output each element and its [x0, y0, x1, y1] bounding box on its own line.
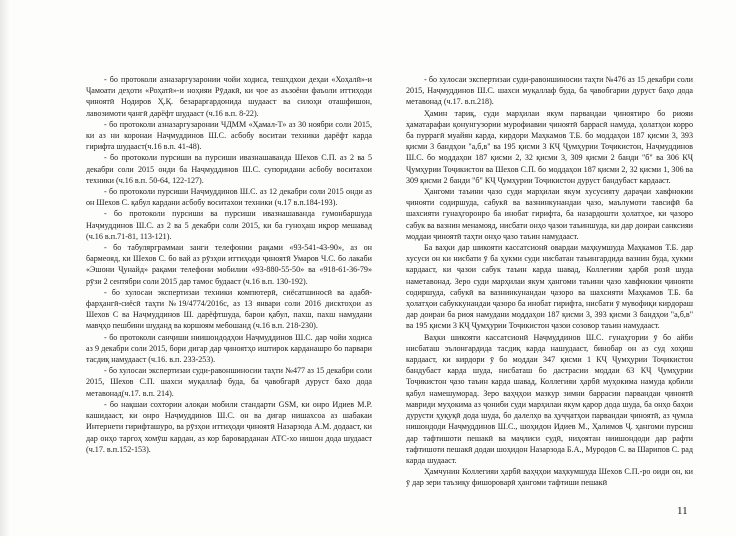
paragraph: Ҳамчунин Коллегияи ҳарбӣ ваҳҷҳои маҳкумшуда Шехов С.П.-ро оиди он, ки ӯ дар зери таъзиқу фишороварӣ ҳангоми тафтиши пешакӣ	[406, 467, 693, 488]
left-text-column	[86, 74, 372, 524]
paragraph: - бо хулосаи экспертизаи суди-равоншиносии таҳти №477 аз 15 декабри соли 2015, Шехов С.П. шахси муқаллаф буда, ба ҷавобгарӣ дуруст бахо дода метавонад(ч.17. в.п. 214).	[86, 366, 372, 398]
page-number: 11	[677, 505, 688, 517]
paragraph: - бо нақшаи сохтории алоқаи мобили стандарти GSM, ки онро Идиев М.Р. кашидааст, ки онро Наҷмуддинов Ш.С. он ва дигар нишахсоа аз шабакаи Интернети гирифташуро, ва рӯзҳои иттиҳоди ҷиноятӣ Назарзода А.М. додааст, ки дар онҳо таргоҳ хомӯш кардан, аз кор бароварданан АТС-хо нишон дода шудааст (ч.17. в.п.152-153).	[86, 399, 372, 454]
paragraph: - бо табулярграммаи занги телефонии рақами «93-541-43-90», аз он бармеояд, ки Шехов С. бо вай аз рӯзҳои иттиҳоди ҷиноятӣ Умаров Ч.С. бо лакаби «Эшони Ҷунайд» рақами телефони мобилии «93-880-55-50» ва «918-61-36-79» рӯзи 2 сентябри соли 2015 дар тамос будааст (ч.16 в.п. 130-192).	[86, 243, 372, 286]
paragraph: - бо хулосаи экспертизаи суди-равоншиносии таҳти №476 аз 15 декабри соли 2015, Наҷмуддинов Ш.С. шахси муқаллаф буда, ба ҷавобгарии дуруст баҳо дода метавонад (ч.17. в.п.218).	[406, 75, 693, 107]
paragraph: - бо хулосаи экспертизаи техники компютерӣ, сиёсатшиносӣ ва адабӣ-фарҳангӣ-сиёсӣ таҳти №19/4774/2016с, аз 13 январи соли 2016 дисктоҳои аз Шехов С ва Наҷмуддинов Ш. дарёфтшуда, барои қабул, пахш, пахш намудани мавҷҳо пешбини шуданд ва коршоям мебошанд (ч.16 в.п. 218-230).	[86, 287, 372, 331]
paragraph: - бо протоколи пурсиши ва пурсиши ивазнашаванда гумонбаршуда Наҷмуддинов Ш.С. аз 2 ва 5 декабри соли 2015, ки ба гуноҳаш иқрор мешавад (ч.16 в.п.71-81, 113-121).	[86, 209, 372, 241]
right-text-column	[406, 74, 693, 504]
paragraph: Ба ваҳки дар шикояти кассатсионӣ овардаи маҳкумшуда Маҳкамов Т.Б. дар хусуси он ки нисбати ӯ ба ҳукми суди нисбатан таъингардида вазнин буда, ҳукми кардааст, ки ҷазои сабук таъин карда шавад, Коллегияи ҳарбӣ розӣ шуда наметавонад. Зеро суди марҳилаи якум ҳангоми таъини ҷазо хавфнокии ҷинояти содиршуда, сабукӣ ва вазнинкунандаи ҷазоро ва шахсияти Маҳкамов Т.Б. ба ҳолатҳои сабуккунандаи ҷазоро ба инобат гирифта, нисбати ӯ мувофиқи кирдораш дар доираи ба риоя намудани моддаҳои 187 қисми 3, 393 қисми 3 бандҳои "а,б,в" ва 195 қисми 3 КҶ Ҷумҳурии Тоҷикистон ҷазои созовор таъин намудааст.	[406, 243, 693, 331]
paragraph: - бо протоколи пурсиши Наҷмуддинов Ш.С. аз 12 декабри соли 2015 онди аз он Шехов С. қабул кардани асбобу воситахои техники (ч.17 в.п.184-193).	[86, 187, 372, 208]
paragraph: Ҳамин тариқ, суди марҳилаи якум парвандаи ҷиноятиро бо риояи ҳаматарафаи қонунгузории мурофиавии ҷиноятӣ баррасӣ намуда, ҳолатҳои корро ба пуррагӣ муайян карда, кирдори Маҳкамов Т.Б. бо моддаҳои 187 қисми 3, 393 қисми 3 бандҳои "а,б,в" ва 195 қисми 3 КҶ Ҷумҳурии Тоҷикистон, Наҷмуддинов Ш.С. бо моддаҳои 187 қисми 2, 32 қисми 3, 309 қисми 2 банди "б" ва 306 КҶ Ҷумҳурии Тоҷикистон ва Шехов С.П. бо моддаҳои 187 қисми 2, 32 қисми 1, 306 ва 309 қисми 2 банди "б" КҶ Ҷумҳурии Тоҷикистон дуруст бандубаст кардааст.	[406, 108, 693, 185]
scan-edge	[0, 0, 10, 536]
paragraph: - бо протоколи азназаргузаронии чойи ходиса, тешхдхои деҳаи «Хоҳалӣ»-и Ҷамоати деҳоти «Роҳатӣ»-и ноҳияи Рӯдакӣ, ки ҷое аз аъзоёни фаъоли иттиҳоди ҷиноятӣ Нодиров Ҳ.Қ. безараргардонида шудааст ва силоҳи оташфишон, лавозимоти ҷангӣ дарёфт шудааст (ч.16 в.п. 8-22).	[86, 75, 372, 118]
paragraph: - бо протоколи пурсиши ва пурсиши ивазнашаванда Шехов С.П. аз 2 ва 5 декабри соли 2015 онди ба Наҷмуддинов Ш.С. супоридани асбобу воситахои техники (ч.16 в.п. 50-64, 122-127).	[86, 153, 372, 185]
paragraph: - бо протоколи азназаргузаронии ЧДММ «Ҳамал-Т» аз 30 ноябри соли 2015, ки аз ни коронаи Наҷмуддинов Ш.С. асбобу воситаи техники дарёфт карда гирифта шудааст(ч.16 в.п. 41-48).	[86, 119, 372, 152]
paragraph: - бо протоколи санҷиши ниишондодҳои Наҷмуддинов Ш.С. дар чойи ходиса аз 9 декабри соли 2015, бори дигар дар ҷиноятҳо иштирок карданашро бо парвари тасдиқ намудааст (ч.16. в.п. 233-253).	[86, 332, 372, 365]
paragraph: Ҳангоми таъини ҷазо суди марҳилаи якум хусусияту дараҷаи хавфнокии ҷинояти содиршуда, сабукӣ ва вазнинкунандаи ҷазо, маълумоти тавсифӣ ба шахсияти гунаҳгоронро ба инобат гирифта, ба назардошти ҳолатҳое, ки ҷазоро сабук ва вазнин менамояд, нисбати онҳо ҷазои таъиншуда, ки дар доираи санксияи моддаи ҷиноятӣ таҳти онҳо ҷазо таъин намудааст.	[406, 187, 693, 241]
paragraph: Ваҳки шикояти кассатсионӣ Наҷмуддинов Ш.С. гунаҳгории ӯ бо айби нисбаташ эълонгардида тасдиқ карда нашудааст, бинобар он аз суд хоҳиш кардааст, ки кирдори ӯ бо моддаи 347 қисми 1 КҶ Ҷумҳурии Тоҷикистон бандубаст карда шуда, нисбаташ бо дастрасии моддаи 63 КҶ Ҷумҳурии Тоҷикистон ҷазо таъин карда шавад, Коллегияи ҳарбӣ муҳокима намуда қобили қабул намешуморад. Зеро ваҳҷҳои мазкур зимни баррасии парвандаи ҷиноятӣ мавриди муҳокима аз ҷониби суди марҳилаи якум қарор дода шуда, ба онҳо баҳои дурусти ҳуқуқӣ дода шуда, бо далелҳо ва ҳуҷҷатҳои парвандаи ҷиноятӣ, аз ҷумла нишондоди Наҷмуддинов Ш.С., шоҳидон Идиев М., Ҳалимов Ҷ. ҳангоми пурсиш дар тафтишоти пешакӣ ва маҷлиси судӣ, ниҳоятан ниишондоди дар рафти тафтишоти пешакӣ додаи шоҳидон Назарзода Б.А., Муродов С. ва Шарипов С. рад карда шудааст.	[406, 332, 693, 465]
